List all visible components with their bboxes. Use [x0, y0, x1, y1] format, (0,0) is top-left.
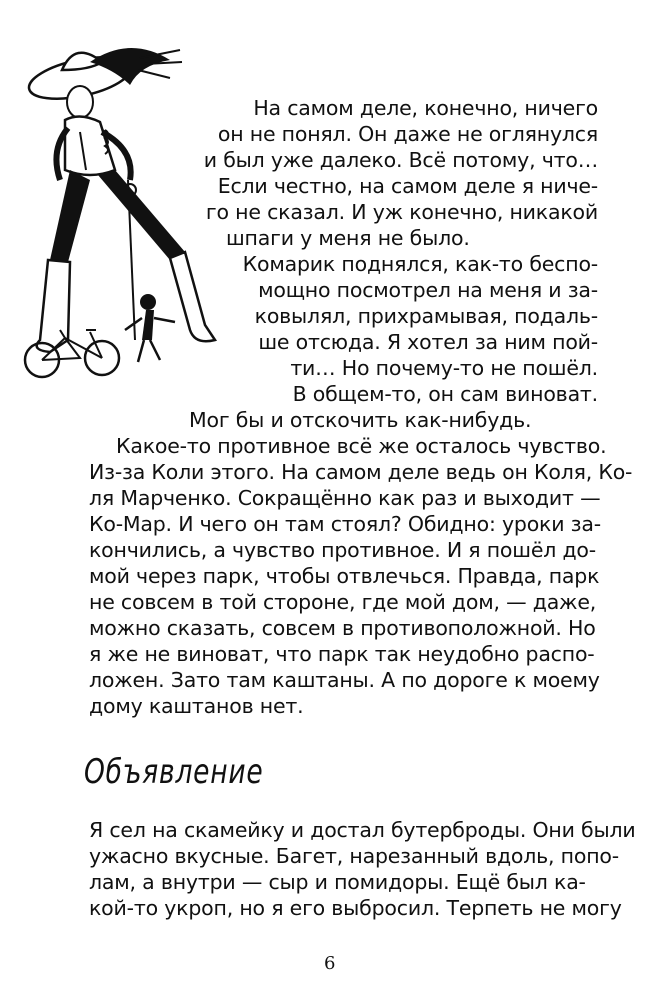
text-line: шпаги у меня не было.: [226, 226, 470, 250]
text-line: кончились, а чувство противное. И я пошёл до-: [89, 538, 596, 562]
text-line: Я сел на скамейку и достал бутерброды. Они были: [89, 818, 636, 842]
text-line: и был уже далеко. Всё потому, что…: [203, 148, 598, 172]
text-line: Из-за Коли этого. На самом деле ведь он Коля, Ко-: [89, 460, 633, 484]
text-line: Комарик поднялся, как-то беспо-: [242, 252, 598, 276]
text-line: лам, а внутри — сыр и помидоры. Ещё был ка-: [89, 870, 586, 894]
page-number: 6: [324, 953, 336, 974]
text-line: он не понял. Он даже не оглянулся: [217, 122, 598, 146]
text-line: мощно посмотрел на меня и за-: [258, 278, 598, 302]
text-line: Какое-то противное всё же осталось чувство.: [116, 434, 607, 458]
text-line: На самом деле, конечно, ничего: [253, 96, 598, 120]
text-line: го не сказал. И уж конечно, никакой: [205, 200, 598, 224]
text-line: кой-то укроп, но я его выбросил. Терпеть не могу: [89, 896, 622, 920]
text-line: ля Марченко. Сокращённо как раз и выходит —: [89, 486, 601, 510]
text-line: Мог бы и отскочить как-нибудь.: [189, 408, 532, 432]
text-line: мой через парк, чтобы отвлечься. Правда, парк: [89, 564, 600, 588]
text-line: можно сказать, совсем в противоположной. Но: [89, 616, 596, 640]
text-line: В общем-то, он сам виноват.: [292, 382, 598, 406]
text-line: Если честно, на самом деле я ниче-: [217, 174, 598, 198]
text-line: ковылял, прихрамывая, подаль-: [254, 304, 598, 328]
text-line: ужасно вкусные. Багет, нарезанный вдоль, попо-: [89, 844, 619, 868]
section-heading: Объявление: [84, 752, 264, 792]
text-line: ложен. Зато там каштаны. А по дороге к моему: [89, 668, 600, 692]
text-line: я же не виноват, что парк так неудобно распо-: [89, 642, 595, 666]
text-line: дому каштанов нет.: [89, 694, 304, 718]
text-line: ше отсюда. Я хотел за ним пой-: [258, 330, 598, 354]
text-line: не совсем в той стороне, где мой дом, — даже,: [89, 590, 597, 614]
text-line: ти… Но почему-то не пошёл.: [290, 356, 598, 380]
text-line: Ко-Мар. И чего он там стоял? Обидно: уроки за-: [89, 512, 601, 536]
